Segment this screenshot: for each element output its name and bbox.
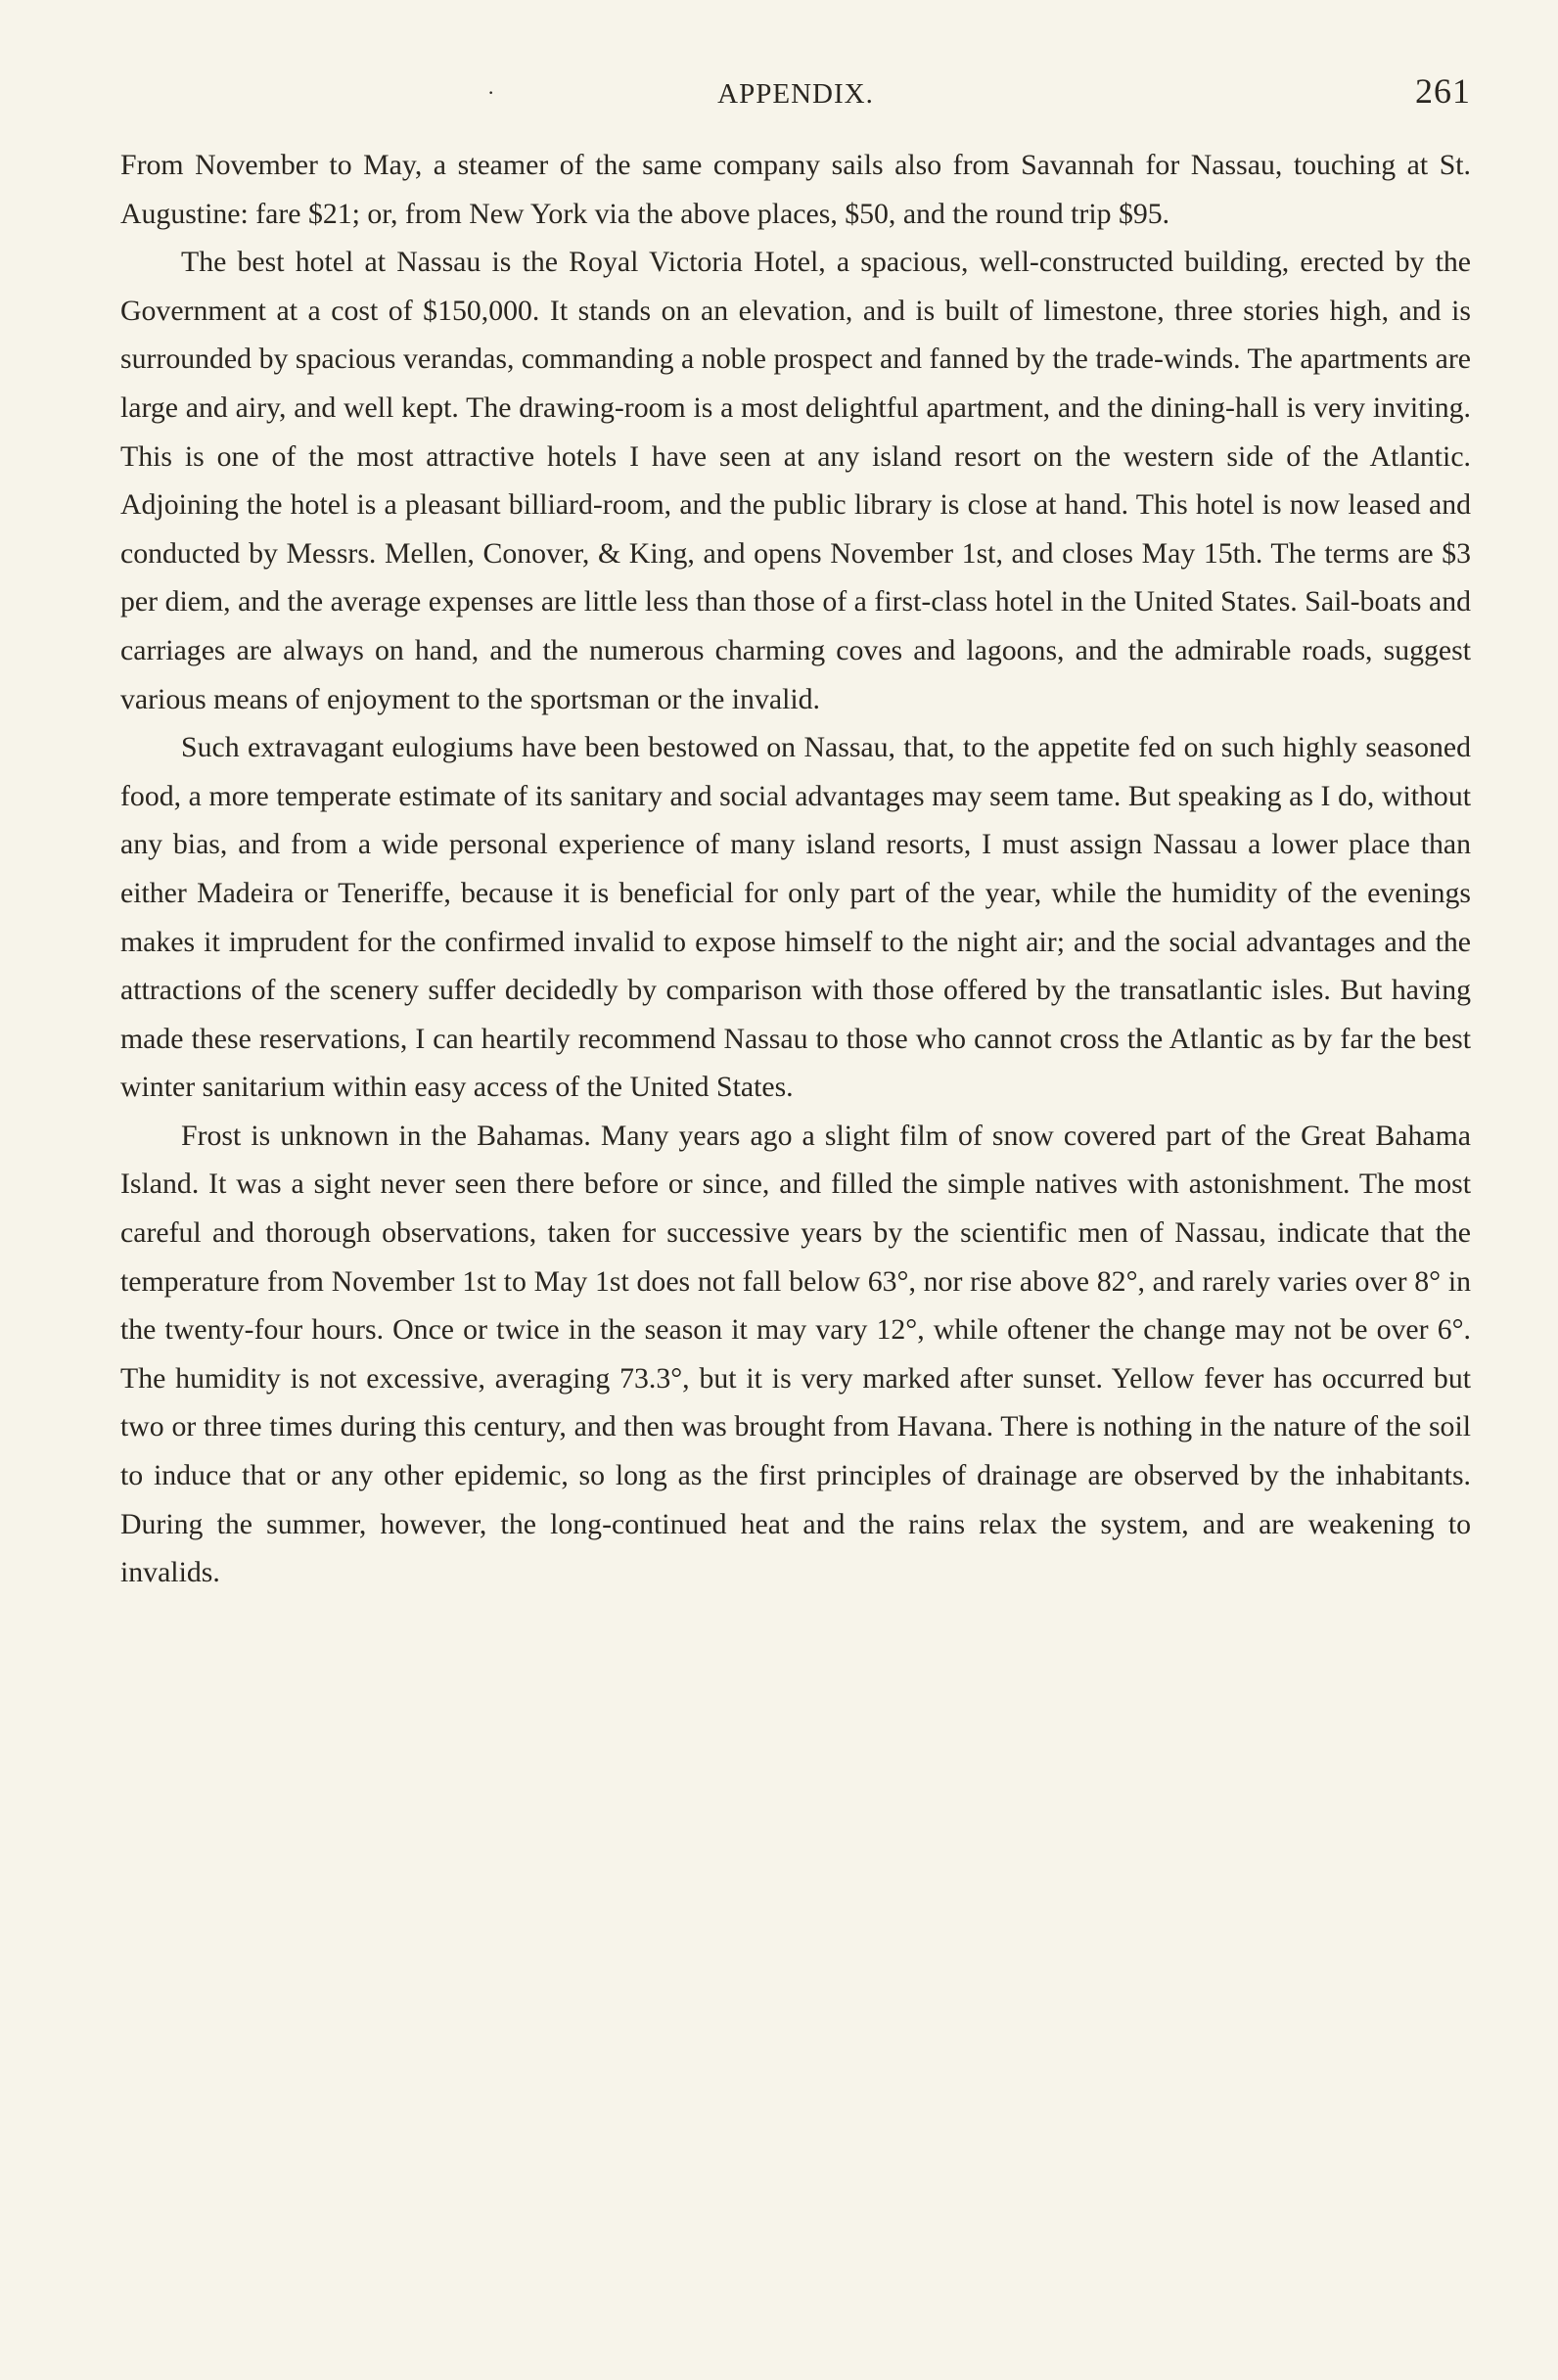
paragraph-assessment-of-nassau: Such extravagant eulogiums have been bestowed on Nassau, that, to the appetite fed on such highly seasoned food, a more temperate estimate of its sanitary and social advantages may seem tame. But speaking as I do, without any bias, and from a wide personal experience of many island resorts, I must assign Nassau a lower place than either Madeira or Teneriffe, because it is beneficial for only part of the year, while the humidity of the evenings makes it imprudent for the confirmed invalid to expose himself to the night air; and the social advantages and the attractions of the scenery suffer decidedly by comparison with those offered by the transatlantic isles. But having made these reservations, I can heartily recommend Nassau to those who cannot cross the Atlantic as by far the best winter sanitarium within easy access of the United States. <box>120 731 1471 1104</box>
paragraph-steamer-fares: From November to May, a steamer of the same company sails also from Savannah for Nassau, touching at St. Augustine: fare $21; or, from New York via the above places, $50, and the round trip $95. <box>120 149 1471 230</box>
running-head <box>120 70 1471 121</box>
page-number: 261 <box>1415 71 1471 111</box>
running-title: APPENDIX. <box>717 78 874 110</box>
header-dot: · <box>487 80 496 105</box>
paragraph-climate: Frost is unknown in the Bahamas. Many years ago a slight film of snow covered part of the Great Bahama Island. It was a sight never seen there before or since, and filled the simple natives with astonishment. The most careful and thorough observations, taken for successive years by the scientific men of Nassau, indicate that the temperature from November 1st to May 1st does not fall below 63°, nor rise above 82°, and rarely varies over 8° in the twenty-four hours. Once or twice in the season it may vary 12°, while oftener the change may not be over 6°. The humidity is not excessive, averaging 73.3°, but it is very marked after sunset. Yellow fever has occurred but two or three times during this century, and then was brought from Havana. There is nothing in the nature of the soil to induce that or any other epidemic, so long as the first principles of drainage are observed by the inhabitants. During the summer, however, the long-continued heat and the rains relax the system, and are weakening to invalids. <box>120 1119 1471 1589</box>
body-text <box>120 141 1471 1597</box>
paragraph-royal-victoria-hotel: The best hotel at Nassau is the Royal Victoria Hotel, a spacious, well-constructed building, erected by the Government at a cost of $150,000. It stands on an elevation, and is built of limestone, three stories high, and is surrounded by spacious verandas, commanding a noble prospect and fanned by the trade-winds. The apartments are large and airy, and well kept. The drawing-room is a most delightful apartment, and the dining-hall is very inviting. This is one of the most attractive hotels I have seen at any island resort on the western side of the Atlantic. Adjoining the hotel is a pleasant billiard-room, and the public library is close at hand. This hotel is now leased and conducted by Messrs. Mellen, Conover, & King, and opens November 1st, and closes May 15th. The terms are $3 per diem, and the average expenses are little less than those of a first-class hotel in the United States. Sail-boats and carriages are always on hand, and the numerous charming coves and lagoons, and the admirable roads, suggest various means of enjoyment to the sportsman or the invalid. <box>120 246 1471 715</box>
book-page <box>120 70 1471 1597</box>
